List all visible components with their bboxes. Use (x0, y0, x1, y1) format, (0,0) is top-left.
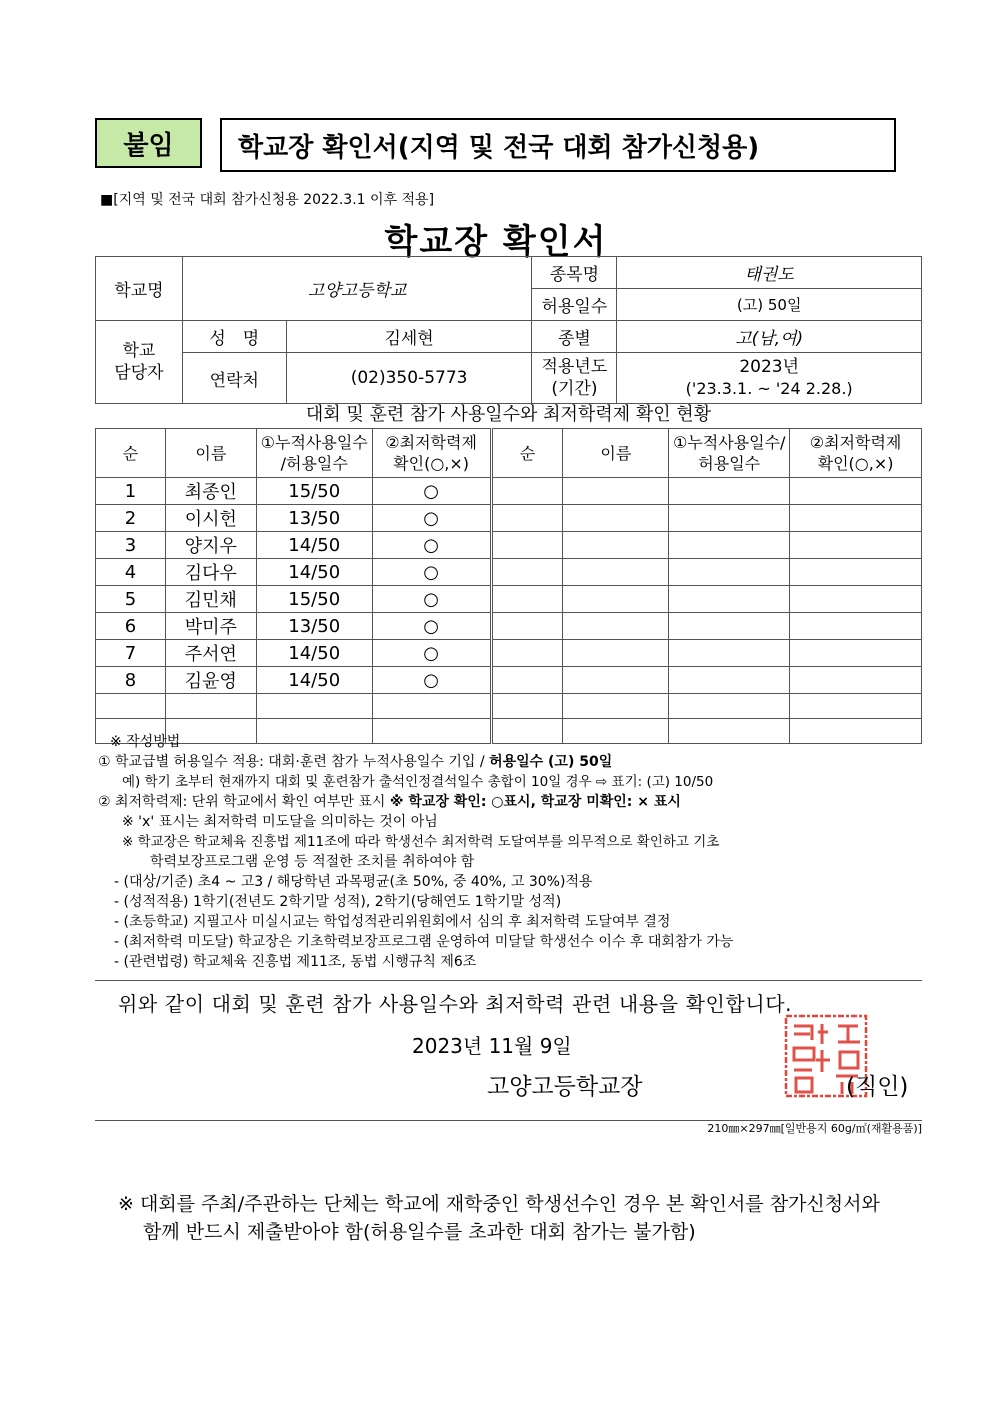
header-no: 순 (96, 429, 166, 478)
used-days: 14/50 (256, 667, 372, 694)
student-name-right (563, 640, 669, 667)
principal-name: 고양고등학교장 (487, 1074, 643, 1100)
min-academic-check: ○ (372, 559, 491, 586)
note-line: 예) 학기 초부터 현재까지 대회 및 훈련참가 출석인정결석일수 총합이 10일 경우 ⇨ 표기: (고) 10/50 (122, 774, 714, 790)
footnote-line: 함께 반드시 제출받아야 함(허용일수를 초과한 대회 참가는 불가함) (143, 1221, 696, 1243)
table-row (96, 478, 922, 505)
used-days: 13/50 (256, 505, 372, 532)
school-value: 고양고등학교 (182, 257, 532, 321)
note-line (98, 752, 928, 772)
min-academic-check: ○ (372, 640, 491, 667)
year-label-main: 적용년도 (541, 357, 608, 377)
min-academic-check: ○ (372, 667, 491, 694)
allowed-days-label: 허용일수 (532, 289, 617, 321)
year-label-sub: (기간) (551, 379, 598, 399)
header-days: ①누적사용일수 /허용일수 (256, 429, 372, 478)
used-days-right (669, 586, 790, 613)
min-academic-check-right (790, 559, 922, 586)
header-check: ②최저학력제 확인(○,×) (372, 429, 491, 478)
table-row (96, 613, 922, 640)
note-line: - (초등학교) 지필고사 미실시교는 학업성적관리위원회에서 심의 후 최저학력 도달여부 결정 (114, 914, 671, 930)
contact-value: (02)350-5773 (286, 353, 532, 404)
row-number-right (491, 613, 563, 640)
min-academic-check-right (790, 532, 922, 559)
header-days-right: ①누적사용일수/ 허용일수 (669, 429, 790, 478)
header-no-right: 순 (491, 429, 563, 478)
document-headline: 학교장 확인서(지역 및 전국 대회 참가신청용) (220, 118, 896, 172)
student-name-right (563, 478, 669, 505)
used-days-right (669, 532, 790, 559)
min-academic-check-right (790, 694, 922, 719)
row-number: 3 (96, 532, 166, 559)
min-academic-check: ○ (372, 478, 491, 505)
used-days-right (669, 505, 790, 532)
year-label (532, 353, 617, 404)
event-value: 태권도 (617, 257, 922, 289)
used-days: 15/50 (256, 586, 372, 613)
issue-date: 2023년 11월 9일 (412, 1034, 572, 1058)
student-name-right (563, 559, 669, 586)
student-name-right (563, 586, 669, 613)
attachment-tag: 붙임 (95, 118, 202, 168)
row-number: 4 (96, 559, 166, 586)
table-row (96, 694, 922, 719)
roster-body (96, 478, 922, 744)
min-academic-check-right (790, 640, 922, 667)
used-days-right (669, 559, 790, 586)
min-academic-check: ○ (372, 586, 491, 613)
student-name: 김다우 (165, 559, 256, 586)
table-row (96, 586, 922, 613)
row-number: 8 (96, 667, 166, 694)
row-number (96, 694, 166, 719)
row-number-right (491, 667, 563, 694)
header-name-right: 이름 (563, 429, 669, 478)
row-number-right (491, 505, 563, 532)
roster-table (95, 428, 922, 744)
page-title: 학교장 확인서 (384, 222, 608, 262)
seal-label: (직인) (846, 1074, 909, 1100)
min-academic-check-right (790, 478, 922, 505)
name-value: 김세현 (286, 321, 532, 353)
min-academic-check-right (790, 505, 922, 532)
row-number-right (491, 532, 563, 559)
year-value-cell (617, 353, 922, 404)
note-line: ※ 학교장은 학교체육 진흥법 제11조에 따라 학생선수 최저학력 도달여부를 의무적으로 확인하고 기초 (122, 834, 720, 850)
used-days: 13/50 (256, 613, 372, 640)
used-days: 14/50 (256, 640, 372, 667)
row-number-right (491, 559, 563, 586)
used-days-right (669, 694, 790, 719)
min-academic-check: ○ (372, 613, 491, 640)
table-row (96, 532, 922, 559)
row-number: 1 (96, 478, 166, 505)
student-name: 김윤영 (165, 667, 256, 694)
row-number: 2 (96, 505, 166, 532)
min-academic-check: ○ (372, 532, 491, 559)
used-days: 15/50 (256, 478, 372, 505)
row-number-right (491, 586, 563, 613)
min-academic-check: ○ (372, 505, 491, 532)
divider (95, 980, 922, 981)
applicability-note: ■[지역 및 전국 대회 참가신청용 2022.3.1 이후 적용] (100, 192, 435, 208)
footnote (118, 1190, 880, 1246)
table-row (96, 667, 922, 694)
section-title: 대회 및 훈련 참가 사용일수와 최저학력제 확인 현황 (305, 404, 712, 425)
note-text: ① 학교급별 허용일수 적용: 대회·훈련 참가 누적사용일수 기입 / (98, 754, 490, 770)
manager-label: 학교 담당자 (96, 321, 183, 404)
note-emphasis: ※ 학교장 확인: ○표시, 학교장 미확인: × 표시 (389, 794, 681, 810)
student-name-right (563, 613, 669, 640)
table-row (96, 640, 922, 667)
contact-label: 연락처 (182, 353, 286, 404)
note-line (98, 792, 928, 812)
header-check-right: ②최저학력제 확인(○,×) (790, 429, 922, 478)
student-name: 최종인 (165, 478, 256, 505)
student-name: 박미주 (165, 613, 256, 640)
row-number-right (491, 478, 563, 505)
gender-value: 고(남,여) (617, 321, 922, 353)
event-label: 종목명 (532, 257, 617, 289)
used-days-right (669, 640, 790, 667)
row-number: 5 (96, 586, 166, 613)
confirmation-statement: 위와 같이 대회 및 훈련 참가 사용일수와 최저학력 관련 내용을 확인합니다. (118, 992, 793, 1016)
allowed-days-value: (고) 50일 (617, 289, 922, 321)
period-value: ('23.3.1. ~ '24 2.28.) (685, 379, 853, 398)
note-line: - (성적적용) 1학기(전년도 2학기말 성적), 2학기(당해연도 1학기말 성적) (114, 894, 562, 910)
school-label: 학교명 (96, 257, 183, 321)
row-number-right (491, 640, 563, 667)
notes-heading: ※ 작성방법 (110, 734, 181, 750)
paper-spec: 210㎜×297㎜[일반용지 60g/㎡(재활용품)] (707, 1122, 922, 1135)
used-days-right (669, 667, 790, 694)
header-name: 이름 (165, 429, 256, 478)
student-name-right (563, 667, 669, 694)
info-table (95, 256, 922, 404)
student-name-right (563, 532, 669, 559)
footnote-line: ※ 대회를 주최/주관하는 단체는 학교에 재학중인 학생선수인 경우 본 확인서를 참가신청서와 (118, 1193, 880, 1215)
row-number: 7 (96, 640, 166, 667)
student-name: 양지우 (165, 532, 256, 559)
student-name: 이시헌 (165, 505, 256, 532)
student-name: 김민채 (165, 586, 256, 613)
table-row (96, 559, 922, 586)
note-text: ② 최저학력제: 단위 학교에서 확인 여부만 표시 (98, 794, 390, 810)
table-row (96, 505, 922, 532)
student-name-right (563, 694, 669, 719)
student-name-right (563, 505, 669, 532)
row-number-right (491, 694, 563, 719)
min-academic-check-right (790, 586, 922, 613)
note-line: ※ 'x' 표시는 최저학력 미도달을 의미하는 것이 아님 (122, 814, 438, 830)
instructions (98, 732, 928, 972)
used-days: 14/50 (256, 559, 372, 586)
note-line: - (관련법령) 학교체육 진흥법 제11조, 동법 시행규칙 제6조 (114, 954, 477, 970)
student-name (165, 694, 256, 719)
min-academic-check-right (790, 613, 922, 640)
used-days (256, 694, 372, 719)
name-label: 성 명 (182, 321, 286, 353)
note-line: - (대상/기준) 초4 ~ 고3 / 해당학년 과목평균(초 50%, 중 40%, 고 30%)적용 (114, 874, 593, 890)
student-name: 주서연 (165, 640, 256, 667)
used-days: 14/50 (256, 532, 372, 559)
note-emphasis: 허용일수 (고) 50일 (489, 754, 613, 770)
note-line: - (최저학력 미도달) 학교장은 기초학력보장프로그램 운영하여 미달달 학생선수 이수 후 대회참가 가능 (114, 934, 734, 950)
gender-label: 종별 (532, 321, 617, 353)
used-days-right (669, 478, 790, 505)
used-days-right (669, 613, 790, 640)
note-line: 학력보장프로그램 운영 등 적절한 조치를 취하여야 함 (150, 854, 475, 870)
min-academic-check-right (790, 667, 922, 694)
row-number: 6 (96, 613, 166, 640)
min-academic-check (372, 694, 491, 719)
year-value: 2023년 (739, 357, 800, 377)
